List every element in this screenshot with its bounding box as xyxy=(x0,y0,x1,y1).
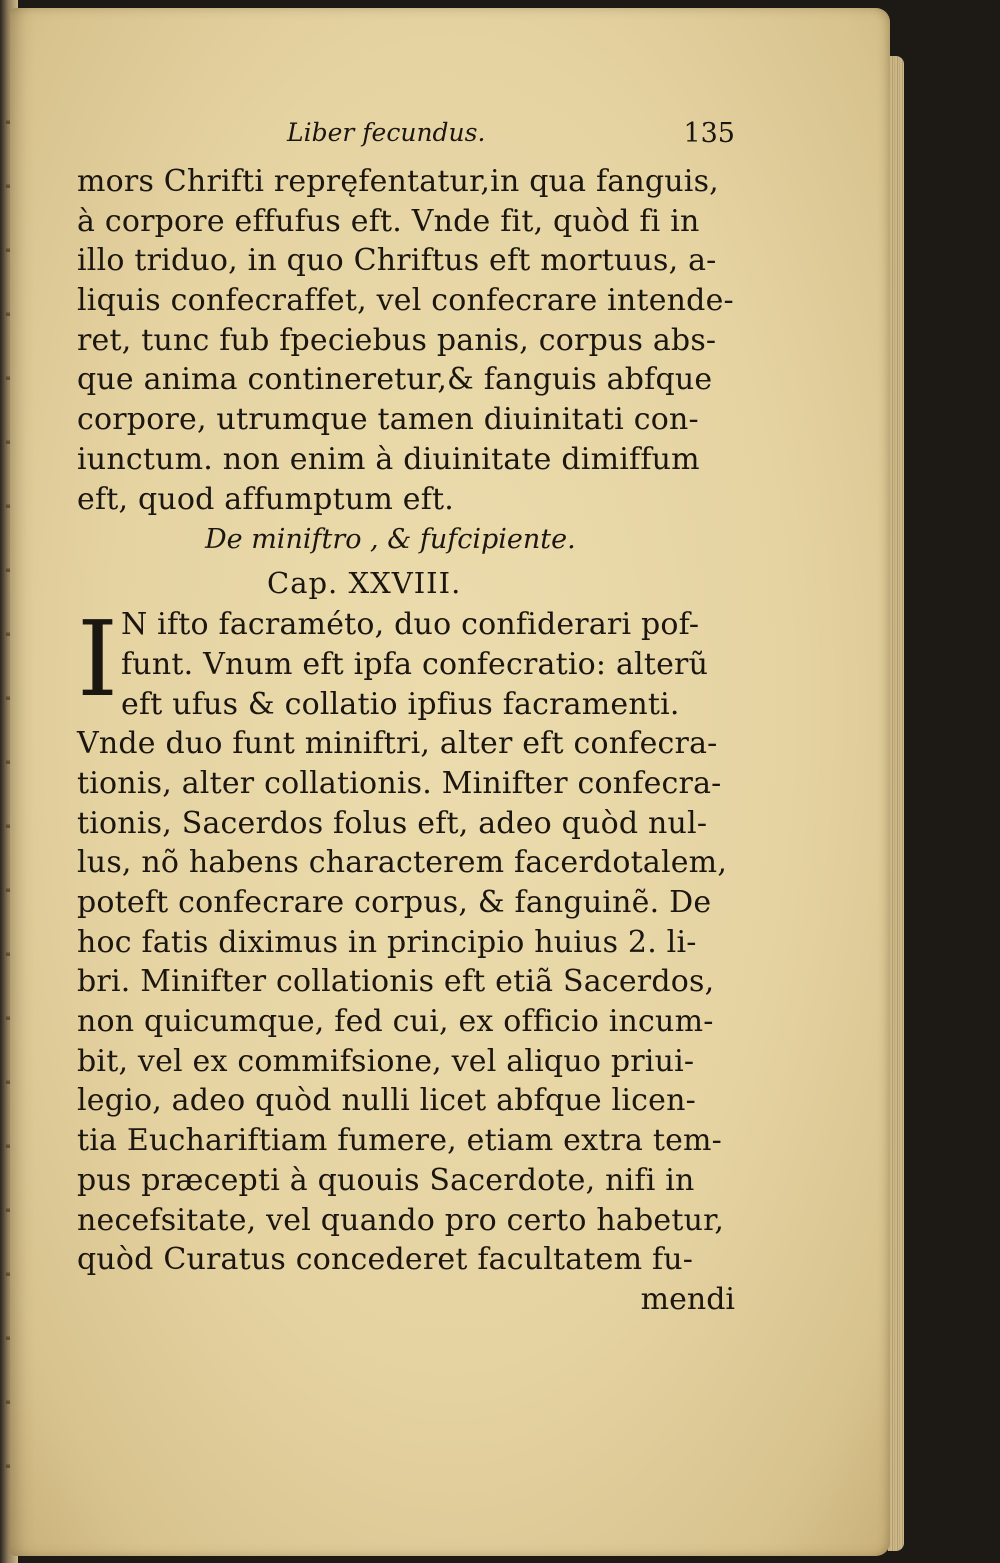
text-line: eft, quod affumptum eft. xyxy=(77,481,454,517)
text-line: tionis, alter collationis. Minifter confecra- xyxy=(77,765,722,801)
drop-cap: I xyxy=(77,598,119,721)
section-heading: De miniftro , & fufcipiente. xyxy=(205,524,576,556)
text-line: hoc fatis diximus in principio huius 2. li- xyxy=(77,924,697,960)
text-line: N ifto facraméto, duo confiderari pof- xyxy=(121,607,700,643)
chapter-label: Cap. XXVIII. xyxy=(267,566,462,601)
text-line: necefsitate, vel quando pro certo habetur, xyxy=(77,1202,725,1238)
text-line: Vnde duo funt miniftri, alter eft confecra- xyxy=(77,726,718,762)
text-line: funt. Vnum eft ipfa confecratio: alterũ xyxy=(121,646,709,682)
text-line: iunctum. non enim à diuinitate dimiffum xyxy=(77,441,700,477)
text-line: eft ufus & collatio ipfius facramenti. xyxy=(121,686,680,722)
text-line: bit, vel ex commifsione, vel aliquo priui- xyxy=(77,1043,695,1079)
text-line: quòd Curatus concederet facultatem fu- xyxy=(77,1242,694,1278)
text-line: à corpore effufus eft. Vnde fit, quòd fi in xyxy=(77,203,700,239)
text-line: poteft confecrare corpus, & fanguinẽ. De xyxy=(77,885,712,920)
text-line: illo triduo, in quo Chriftus eft mortuus, a- xyxy=(77,243,717,279)
text-line: pus præcepti à quouis Sacerdote, nifi in xyxy=(77,1162,695,1198)
text-line: non quicumque, fed cui, ex officio incum- xyxy=(77,1004,714,1040)
text-line: liquis confecraffet, vel confecrare intende- xyxy=(77,283,734,319)
catchword: mendi xyxy=(640,1281,735,1317)
text-block xyxy=(77,118,737,1320)
text-line: mors Chrifti repręfentatur,in qua fanguis, xyxy=(77,164,719,199)
text-line: tia Euchariftiam fumere, etiam extra tem- xyxy=(77,1123,723,1159)
text-line: corpore, utrumque tamen diuinitati con- xyxy=(77,402,699,438)
text-line: tionis, Sacerdos folus eft, adeo quòd nul- xyxy=(77,805,708,841)
running-title: Liber fecundus. xyxy=(287,118,486,147)
text-line: bri. Minifter collationis eft etiã Sacerdos, xyxy=(77,964,715,1000)
paragraph-opening xyxy=(77,598,737,724)
text-line: lus, nõ habens characterem facerdotalem, xyxy=(77,845,728,881)
page-number: 135 xyxy=(683,118,735,149)
text-line: que anima contineretur,& fanguis abfque xyxy=(77,362,713,398)
text-line: ret, tunc fub fpeciebus panis, corpus abs- xyxy=(77,322,717,358)
running-head xyxy=(77,118,737,162)
page-edge xyxy=(888,56,904,1551)
text-line: legio, adeo quòd nulli licet abfque licen- xyxy=(77,1083,696,1119)
